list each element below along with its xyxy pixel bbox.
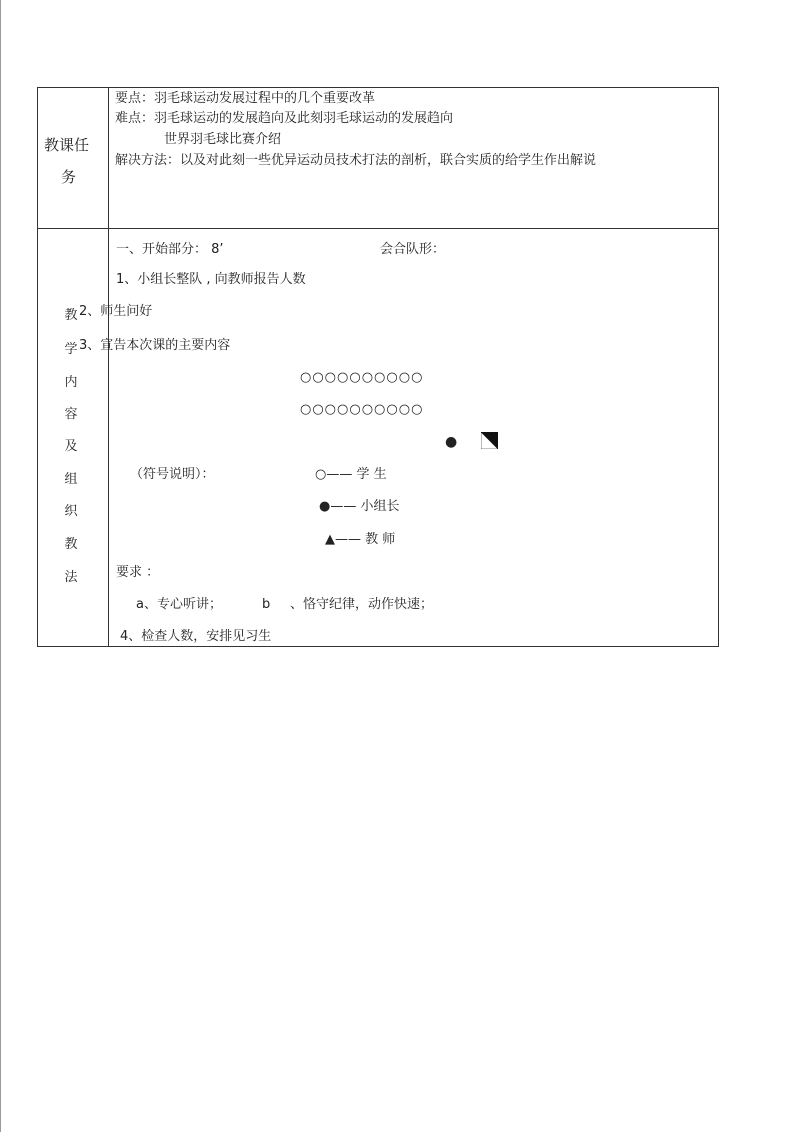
content-label-char-3: 内: [64, 375, 78, 390]
task-label-line2: 务: [61, 168, 77, 186]
step-1: 1、小组长整队 , 向教师报告人数: [116, 272, 306, 287]
formation-row-1: ○○○○○○○○○○: [300, 370, 424, 385]
content-label-char-4: 容: [64, 407, 78, 422]
content-label-char-1: 教: [64, 308, 78, 323]
table-border-middle: [37, 228, 719, 229]
solution-text: 解决方法：以及对此刻一些优异运动员技术打法的剖析，联合实质的给学生作出解说: [115, 153, 597, 168]
requirement-a: a、专心听讲；: [136, 597, 222, 612]
difficulty-line2: 世界羽毛球比赛介绍: [164, 132, 282, 147]
formation-label: 会合队形：: [380, 242, 446, 257]
part-one-title: 一、开始部分： 8’: [116, 242, 224, 257]
requirements-label: 要求 ：: [116, 565, 160, 580]
leader-symbol: ●: [445, 434, 458, 450]
content-label-char-8: 教: [64, 537, 78, 552]
formation-row-2: ○○○○○○○○○○: [300, 402, 424, 417]
requirement-b-text: 、恪守纪律，动作快速；: [290, 597, 434, 612]
step-2: 2、师生问好: [79, 304, 153, 319]
key-points: 要点：羽毛球运动发展过程中的几个重要改革: [115, 91, 376, 106]
legend-leader: ●—— 小组长: [319, 499, 400, 514]
step-3: 3、宣告本次课的主要内容: [79, 338, 231, 353]
table-border-left: [37, 87, 38, 647]
table-column-divider: [108, 87, 109, 647]
table-border-top: [37, 87, 719, 88]
content-label-char-2: 学: [64, 342, 78, 357]
teacher-flag-icon: [481, 432, 498, 449]
content-label-char-5: 及: [64, 439, 78, 454]
legend-student: ○—— 学 生: [315, 467, 387, 482]
legend-title: （符号说明）：: [130, 467, 215, 482]
legend-teacher: ▲—— 教 师: [325, 532, 396, 547]
task-label-line1: 教课任: [44, 136, 90, 154]
table-border-bottom: [37, 646, 719, 647]
step-4: 4、检查人数，安排见习生: [120, 629, 272, 644]
page-edge: [0, 0, 1, 1132]
content-label-char-9: 法: [64, 570, 78, 585]
content-label-char-7: 织: [64, 504, 78, 519]
difficulty-line1: 难点：羽毛球运动的发展趋向及此刻羽毛球运动的发展趋向: [115, 111, 454, 126]
table-border-right: [718, 87, 719, 647]
requirement-b-letter: b: [262, 597, 271, 612]
content-label-char-6: 组: [64, 472, 78, 487]
